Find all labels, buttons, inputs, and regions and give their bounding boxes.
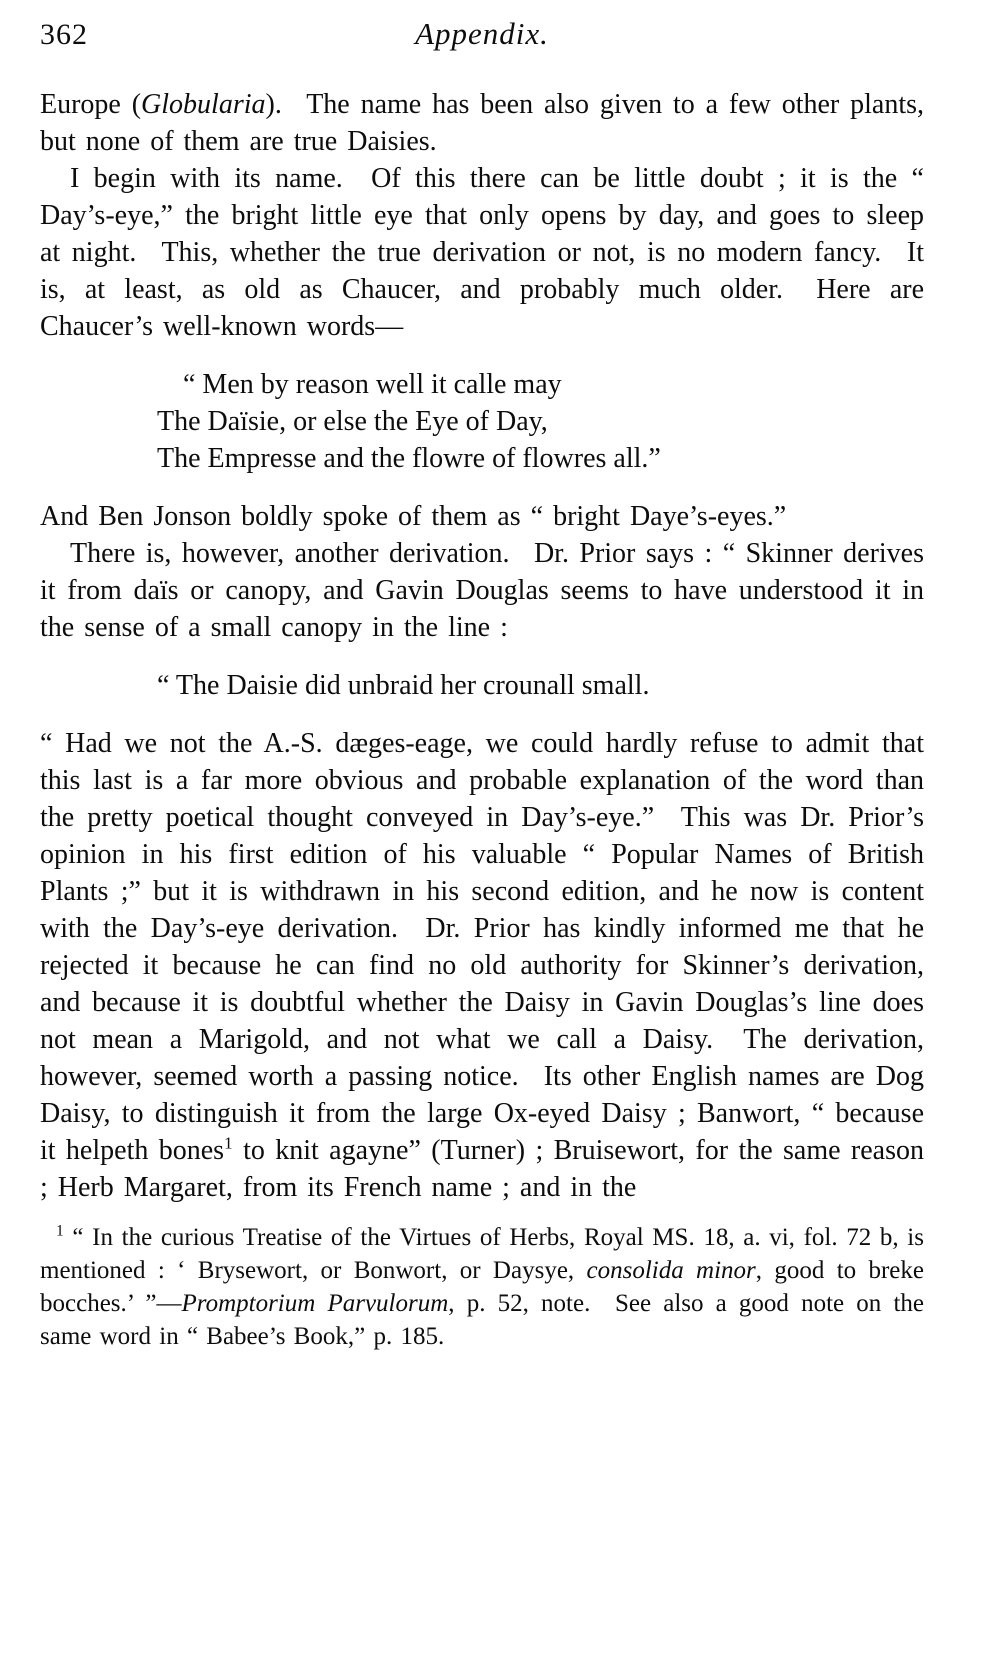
text-run: There is, however, another derivation. Dr. Prior says : “ Skinner derives it from daïs or canopy, and Gavin Douglas seems to have understood it in the sense of a small canopy in the line :: [40, 538, 924, 643]
page-header: [40, 16, 924, 66]
body-paragraph: [40, 725, 924, 1206]
footnote-marker: 1: [56, 1222, 64, 1240]
footnote-marker: 1: [224, 1133, 233, 1153]
text-run: to knit agayne” (Turner) ; Bruisewort, for the same reason ; Herb Margaret, from its French name ; and in the: [40, 1135, 925, 1203]
page-body: [40, 86, 924, 1206]
verse-line: [157, 667, 924, 704]
text-run: The Daïsie, or else the Eye of Day,: [157, 406, 548, 437]
footnote: [40, 1221, 924, 1353]
text-run: The Empresse and the flowre of flowres all.”: [157, 443, 661, 474]
text-run: “ The Daisie did unbraid her crounall small.: [157, 670, 650, 701]
body-paragraph: [40, 498, 924, 535]
body-paragraph: [40, 86, 924, 160]
verse-line: [157, 403, 924, 440]
running-head: Appendix.: [415, 16, 549, 51]
page-number: 362: [40, 18, 88, 51]
text-run: ). The name has been also given to a few other plants, but none of them are true Daisies.: [40, 89, 924, 157]
verse-quotation: [157, 366, 924, 477]
body-paragraph: [40, 160, 924, 345]
text-run: , good to breke bocches.’ ”—: [40, 1257, 924, 1317]
italic-text: Globularia: [141, 89, 266, 120]
text-run: “ Had we not the A.-S. dæges-eage, we could hardly refuse to admit that this last is a far more obvious and probable explanation of the word than the pretty poetical thought conveyed in Day’s-eye.” This was Dr. Prior’s opinion in his first edition of his valuable “ Popular Names of British Plants ;” but it is withdrawn in his second edition, and he now is content with the Day’s-eye derivation. Dr. Prior has kindly informed me that he rejected it because he can find no old authority for Skinner’s derivation, and because it is doubtful whether the Daisy in Gavin Douglas’s line does not mean a Marigold, and not what we call a Daisy. The derivation, however, seemed worth a passing notice. Its other English names are Dog Daisy, to distinguish it from the large Ox-eyed Daisy ; Banwort, “ because it helpeth bones: [40, 728, 924, 1166]
italic-text: Promptorium Parvulorum: [181, 1290, 449, 1317]
text-run: I begin with its name. Of this there can be little doubt ; it is the “ Day’s-eye,” the bright little eye that only opens by day, and goes to sleep at night. This, whether the true derivation or not, is no modern fancy. It is, at least, as old as Chaucer, and probably much older. Here are Chaucer’s well-known words—: [40, 163, 924, 342]
text-run: , p. 52, note. See also a good note on the same word in “ Babee’s Book,” p. 185.: [40, 1290, 924, 1350]
text-run: “ Men by reason well it calle may: [183, 369, 562, 400]
text-run: And Ben Jonson boldly spoke of them as “ bright Daye’s-eyes.”: [40, 501, 787, 532]
text-run: Europe (: [40, 89, 142, 120]
italic-text: consolida minor: [586, 1257, 756, 1284]
verse-line: [183, 366, 924, 403]
text-run: “ In the curious Treatise of the Virtues of Herbs, Royal MS. 18, a. vi, fol. 72 b, is mentioned : ‘ Brysewort, or Bonwort, or Daysye,: [40, 1224, 924, 1284]
verse-quotation: [157, 667, 924, 704]
body-paragraph: [40, 535, 924, 646]
verse-line: [157, 440, 924, 477]
